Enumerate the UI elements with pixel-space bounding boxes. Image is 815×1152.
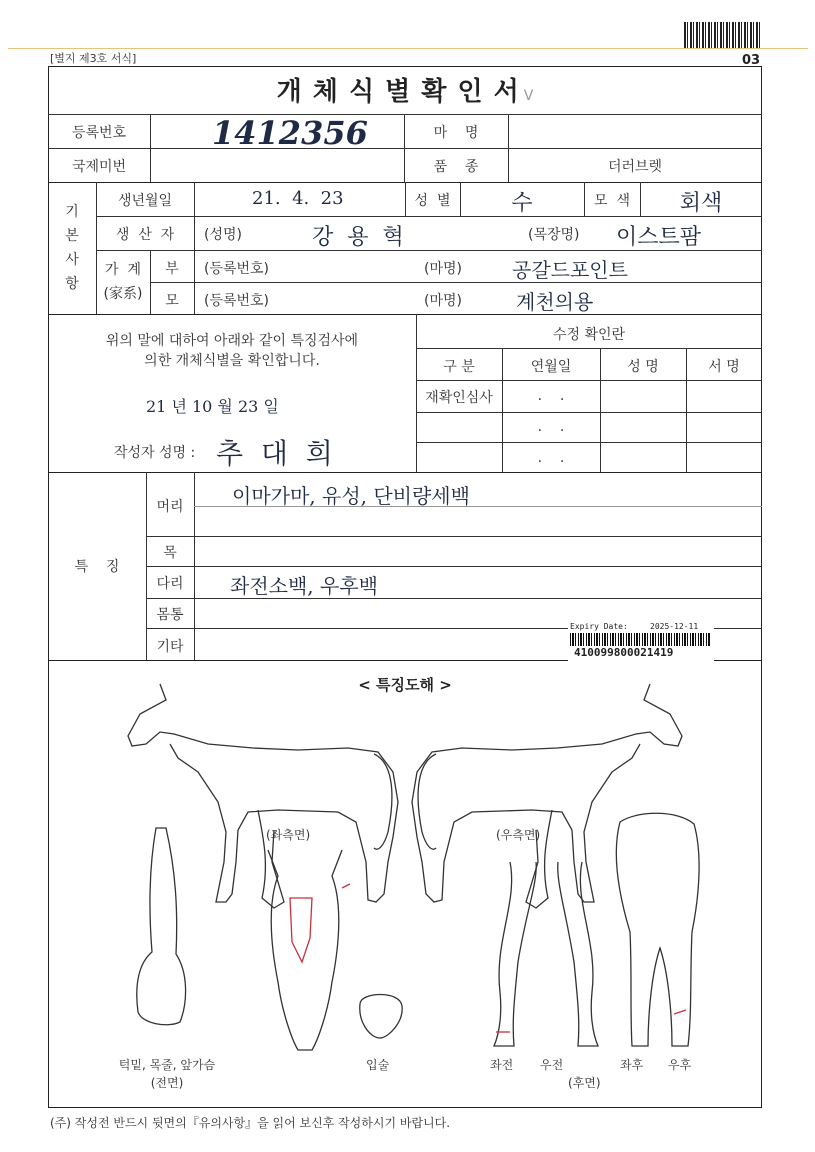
sire-name-label: (마명) bbox=[424, 261, 462, 277]
rear-view-icon bbox=[616, 813, 699, 1046]
other-label: 기타 bbox=[156, 639, 184, 655]
basic-section-label: 기 본 사 항 bbox=[65, 204, 79, 292]
statement-line2: 의한 개체식별을 확인합니다. bbox=[144, 353, 320, 369]
right-front-label: 우전 bbox=[540, 1058, 564, 1072]
dam-name-label: (마명) bbox=[424, 293, 462, 309]
page-number: 03 bbox=[742, 53, 761, 68]
leg-label: 다리 bbox=[156, 576, 184, 592]
color-label: 모 색 bbox=[594, 193, 630, 209]
features-section-label: 특 징 bbox=[74, 559, 120, 575]
sticker-barcode bbox=[570, 633, 710, 646]
reg-no-label: 등록번호 bbox=[71, 125, 127, 141]
sire-name-value: 공갈드포인트 bbox=[512, 258, 628, 282]
expiry-value: 2025-12-11 bbox=[650, 622, 699, 631]
sire-reg-label: (등록번호) bbox=[204, 261, 270, 277]
breed-value: 더러브렛 bbox=[607, 159, 663, 175]
expiry-sticker bbox=[568, 622, 714, 662]
family-label bbox=[96, 258, 150, 306]
writer-label: 작성자 성명 : bbox=[114, 445, 196, 461]
head-front-icon bbox=[268, 850, 342, 1050]
birth-value: 21. 4. 23 bbox=[252, 188, 344, 209]
intl-label: 국제미번 bbox=[71, 159, 127, 175]
statement-line1: 위의 말에 대하여 아래와 같이 특징검사에 bbox=[105, 333, 359, 349]
front-neck-icon bbox=[137, 828, 186, 1025]
sire-label: 부 bbox=[165, 261, 179, 277]
diagram-title: < 특징도해 > bbox=[358, 676, 452, 694]
rev-header-date: 연월일 bbox=[530, 359, 572, 375]
barcode-top bbox=[684, 22, 760, 48]
left-front-label: 좌전 bbox=[490, 1058, 514, 1072]
revision-title: 수정 확인란 bbox=[552, 327, 626, 343]
left-leg-mark bbox=[342, 884, 350, 888]
confirm-date: 21 년 10 월 23 일 bbox=[146, 397, 279, 416]
dam-reg-label: (등록번호) bbox=[204, 293, 270, 309]
right-hind-label: 우후 bbox=[668, 1058, 692, 1072]
footer-note: (주) 작성전 반드시 뒷면의『유의사항』을 읽어 보신후 작성하시기 바랍니다. bbox=[50, 1116, 451, 1130]
reg-no-value: 1412356 bbox=[212, 114, 368, 152]
front-caption2: (전면) bbox=[150, 1076, 184, 1090]
birth-label: 생년월일 bbox=[117, 193, 173, 209]
left-side-horse-icon bbox=[128, 684, 398, 908]
right-side-horse-icon bbox=[412, 684, 682, 908]
producer-label: 생 산 자 bbox=[115, 227, 175, 243]
page-title-text: 개 체 식 별 확 인 서 bbox=[276, 77, 520, 107]
family-label-hanja: (家系) bbox=[103, 286, 143, 302]
left-side-label: (좌측면) bbox=[266, 828, 311, 842]
producer-name-label: (성명) bbox=[204, 227, 242, 243]
writer-value: 추 대 희 bbox=[216, 437, 333, 470]
rev-header-sign: 서 명 bbox=[708, 359, 740, 375]
horse-diagram bbox=[48, 662, 762, 1106]
sex-value: 수 bbox=[511, 191, 533, 216]
lips-icon bbox=[360, 995, 402, 1039]
front-caption1: 턱밑, 목줄, 앞가슴 bbox=[118, 1058, 216, 1072]
rev-header-name: 성 명 bbox=[627, 359, 659, 375]
lips-label: 입술 bbox=[366, 1058, 390, 1072]
rev-row1-date: . . bbox=[537, 388, 565, 404]
rev-row1-label: 재확인심사 bbox=[425, 390, 493, 406]
body-label: 몸통 bbox=[156, 607, 184, 623]
family-label-text: 가 계 bbox=[105, 262, 141, 278]
top-rule bbox=[8, 48, 808, 49]
ranch-label: (목장명) bbox=[528, 227, 580, 243]
expiry-label: Expiry Date: bbox=[570, 622, 628, 631]
horse-name-label: 마 명 bbox=[433, 125, 479, 141]
color-value: 회색 bbox=[679, 191, 723, 216]
dam-label: 모 bbox=[165, 293, 179, 309]
ranch-value: 이스트팜 bbox=[616, 225, 702, 250]
rear-label: (후면) bbox=[568, 1076, 601, 1090]
rev-row3-date: . . bbox=[537, 450, 565, 466]
sex-label: 성 별 bbox=[414, 193, 451, 209]
head-label: 머리 bbox=[156, 499, 184, 515]
leg-value: 좌전소백, 우후백 bbox=[230, 574, 378, 598]
rev-row2-date: . . bbox=[537, 419, 565, 435]
right-side-label: (우측면) bbox=[496, 828, 541, 842]
rev-header-category: 구 분 bbox=[443, 359, 475, 375]
form-label: [별지 제3호 서식] bbox=[50, 52, 137, 65]
page-title bbox=[48, 70, 762, 114]
breed-label: 품 종 bbox=[433, 159, 479, 175]
sticker-barcode-number: 410099800021419 bbox=[574, 646, 674, 659]
producer-name-value: 강 용 혁 bbox=[312, 225, 404, 250]
title-mark: V bbox=[523, 88, 534, 104]
head-value: 이마가마, 유성, 단비량세백 bbox=[232, 484, 470, 508]
dam-name-value: 계천의용 bbox=[516, 290, 594, 314]
left-hind-label: 좌후 bbox=[620, 1058, 644, 1072]
neck-label: 목 bbox=[163, 545, 177, 561]
